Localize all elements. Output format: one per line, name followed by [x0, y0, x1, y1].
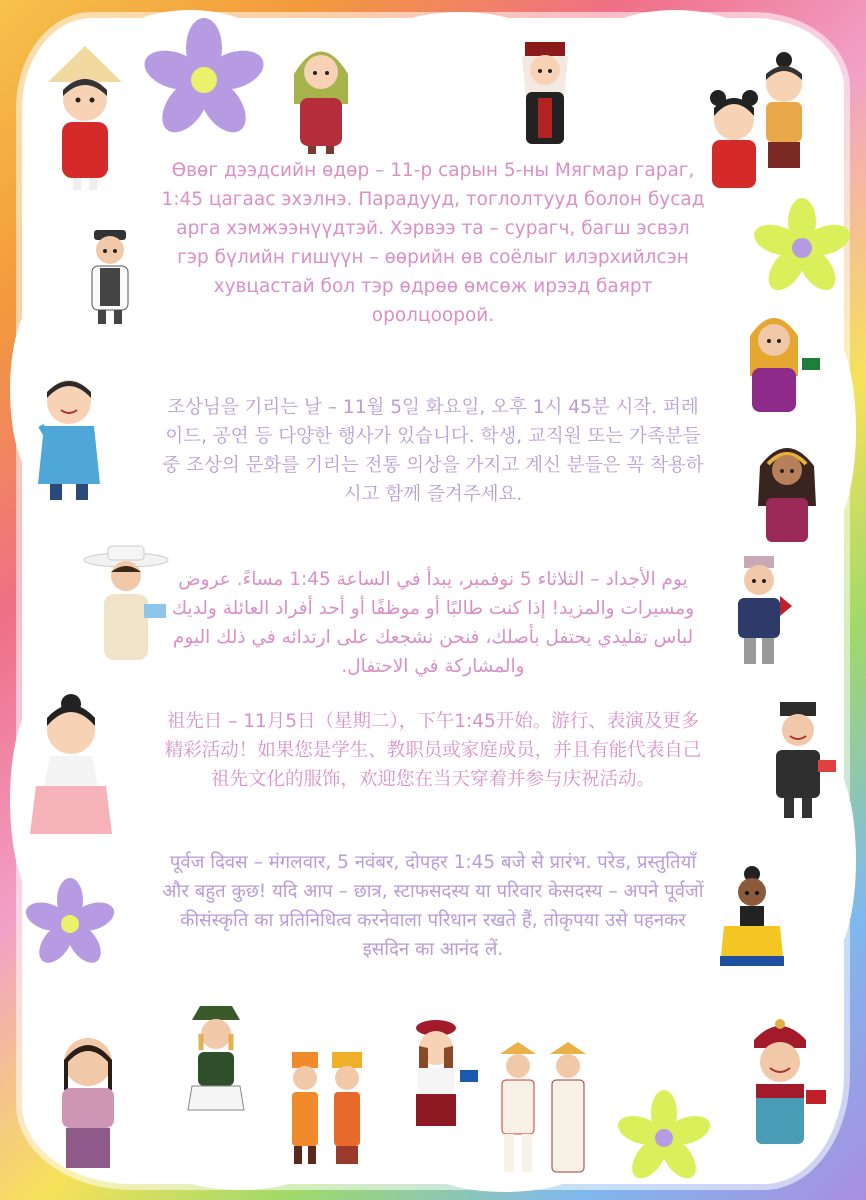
children-china-thailand-icon	[688, 42, 822, 192]
paragraph-mongolian: Өвөг дээдсийн өдөр – 11-р сарын 5-ны Мягмар гараг, 1:45 цагаас эхэлнэ. Парадууд, тоглолтууд болон бусад арга хэмжээнүүдтэй. Хэрвээ та – сурагч, багш эсвэл гэр бүлийн гишүүн – өөрийн өв соёлыг илэрхийлсэн хувцастай бол тэр өдрөө өмсөж ирээд баярт оролцоорой.	[161, 160, 705, 326]
paragraph-korean: 조상님을 기리는 날 – 11월 5일 화요일, 오후 1시 45분 시작. 퍼레이드, 공연 등 다양한 행사가 있습니다. 학생, 교직원 또는 가족분들 중 조상의 문화를 기리는 전통 의상을 가지고 계신 분들은 꼭 착용하시고 함께 즐겨주세요.	[162, 397, 704, 505]
flower-icon	[752, 198, 852, 298]
paragraph-arabic: يوم الأجداد – الثلاثاء 5 نوفمبر، يبدأ في الساعة 1:45 مساءً. عروض ومسيرات والمزيد! إذا كنت طالبًا أو موظفًا أو أحد أفراد العائلة ولديك لباس تقليدي يحتفل بأصلك، فنحن نشجعك على ارتدائه في ذلك اليوم والمشاركة في الاحتفال.	[171, 569, 695, 677]
child-tajikistan-icon	[766, 702, 838, 822]
child-nepal-icon	[726, 556, 792, 668]
child-scotland-icon	[404, 1018, 480, 1130]
child-korea-girl-icon	[26, 690, 116, 842]
flower-icon	[616, 1090, 712, 1186]
child-germany-icon	[186, 1004, 246, 1116]
flower-icon	[142, 18, 266, 142]
paragraph-hindi: पूर्वज दिवस – मंगलवार, 5 नवंबर, दोपहर 1:45 बजे से प्रारंभ. परेड, प्रस्तुतियाँ और बहुत कुछ! यदि आप – छात्र, स्टाफसदस्य या परिवार केसदस्य – अपने पूर्वजों कीसंस्कृति का प्रतिनिधित्व करनेवाला परिधान रखते हैं, तोकृपया उसे पहनकर इसदिन का आनंद लें.	[162, 852, 704, 960]
child-colombia-icon	[720, 866, 784, 978]
child-korea-boy-icon	[30, 374, 108, 504]
child-pakistan-icon	[284, 34, 358, 156]
child-argentina-icon	[80, 542, 172, 674]
child-peru-icon	[48, 1034, 128, 1172]
children-indonesia-icon	[284, 1050, 368, 1166]
child-india-girl-icon	[754, 436, 820, 546]
child-uzbekistan-icon	[80, 228, 140, 328]
child-pakistan-flag-icon	[742, 306, 822, 418]
flower-icon	[24, 878, 116, 970]
child-palestine-icon	[512, 38, 578, 150]
children-philippines-icon	[496, 1040, 592, 1176]
paragraph-chinese: 祖先日 – 11月5日（星期二），下午1:45开始。游行、表演及更多精彩活动！如果您是学生、教职员或家庭成员，并且有能代表自己祖先文化的服饰，欢迎您在当天穿着并参与庆祝活动。	[164, 711, 702, 790]
child-vietnam-icon	[40, 44, 130, 194]
child-mongolia-icon	[740, 1018, 828, 1154]
